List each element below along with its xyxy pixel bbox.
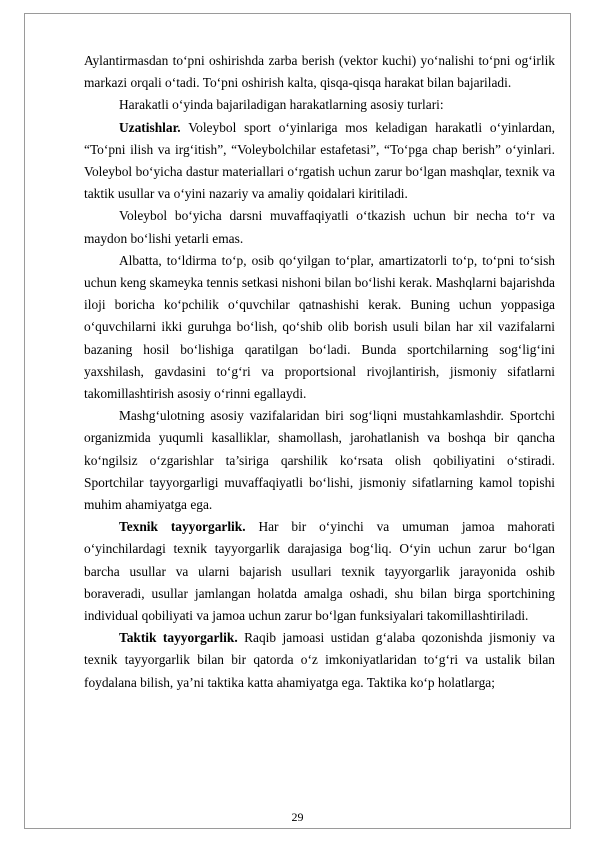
paragraph-2 [84,94,555,116]
paragraph-text: Voleybol bo‘yicha darsni muvaffaqiyatli o‘tkazish uchun bir necha to‘r va maydon bo‘lishi yetarli emas. [84,208,555,246]
paragraph-heading: Texnik tayyorgarlik. [119,519,246,535]
paragraph-7 [84,516,555,627]
paragraph-text: Aylantirmasdan to‘pni oshirishda zarba berish (vektor kuchi) yo‘nalishi to‘pni og‘irlik markazi orqali o‘tadi. To‘pni oshirish kalta, qisqa-qisqa harakat bilan bajariladi. [84,53,555,91]
paragraph-4 [84,205,555,249]
paragraph-6 [84,405,555,516]
paragraph-8 [84,627,555,694]
paragraph-heading: Uzatishlar. [119,119,181,135]
paragraph-heading: Taktik tayyorgarlik. [119,630,238,646]
document-body [84,50,555,694]
paragraph-text: Harakatli o‘yinda bajariladigan harakatlarning asosiy turlari: [119,97,444,113]
paragraph-text: Albatta, to‘ldirma to‘p, osib qo‘yilgan to‘plar, amartizatorli to‘p, to‘pni to‘sish uchun keng skameyka tennis setkasi nishoni bilan bo‘lishi kerak. Mashqlarni bajarishda iloji boricha ko‘pchilik o‘quvchilar qatnashishi kerak. Buning uchun yoppasiga o‘quvchilarni ikki guruhga bo‘lish, qo‘shib olib borish usuli bilan har xil vazifalarni bazaning hosil bo‘lishiga qaratilgan bo‘ladi. Bunda sportchilarning sog‘lig‘ini yaxshilash, gavdasini to‘g‘ri va proportsional rivojlantirish, jismoniy sifatlarni takomillashtirish asosiy o‘rinni egallaydi. [84,252,555,402]
paragraph-5 [84,250,555,405]
paragraph-1 [84,50,555,94]
page-number: 29 [291,810,304,824]
paragraph-3 [84,117,555,206]
paragraph-text: Har bir o‘yinchi va umuman jamoa mahorati o‘yinchilardagi texnik tayyorgarlik darajasiga bog‘liq. O‘yin uchun zarur bo‘lgan barcha usullar va ularni bajarish usullari texnik tayyorgarlik jarayonida oshib boraveradi, usullar jamlangan holatda amalga oshadi, shu bilan birga sportchining individual qobiliyati va jamoa uchun zarur bo‘lgan funksiyalari takomillashtiriladi. [84,519,555,624]
paragraph-text: Voleybol sport o‘yinlariga mos keladigan harakatli o‘yinlardan, “To‘pni ilish va irg‘itish”, “Voleybolchilar estafetasi”, “To‘pga chap berish” o‘yinlari. Voleybol bo‘yicha dastur materiallari o‘rgatish uchun zarur bo‘lgan mashqlar, texnik va taktik usullar va o‘yini nazariy va amaliy qoidalari kiritiladi. [84,119,555,202]
paragraph-text: Raqib jamoasi ustidan g‘alaba qozonishda jismoniy va texnik tayyorgarlik bilan bir qatorda o‘z imkoniyatlaridan to‘g‘ri va ustalik bilan foydalana bilish, ya’ni taktika katta ahamiyatga ega. Taktika ko‘p holatlarga; [84,630,555,690]
paragraph-text: Mashg‘ulotning asosiy vazifalaridan biri sog‘liqni mustahkamlashdir. Sportchi organizmida yuqumli kasalliklar, shamollash, jarohatlanish va boshqa bir qancha ko‘ngilsiz o‘zgarishlar ta’siriga qarshilik ko‘rsata olish qobiliyatini o‘stiradi. Sportchilar tayyorgarligi muvaffaqiyatli bo‘lishi, jismoniy sifatlarning kamol topishi muhim ahamiyatga ega. [84,408,555,513]
